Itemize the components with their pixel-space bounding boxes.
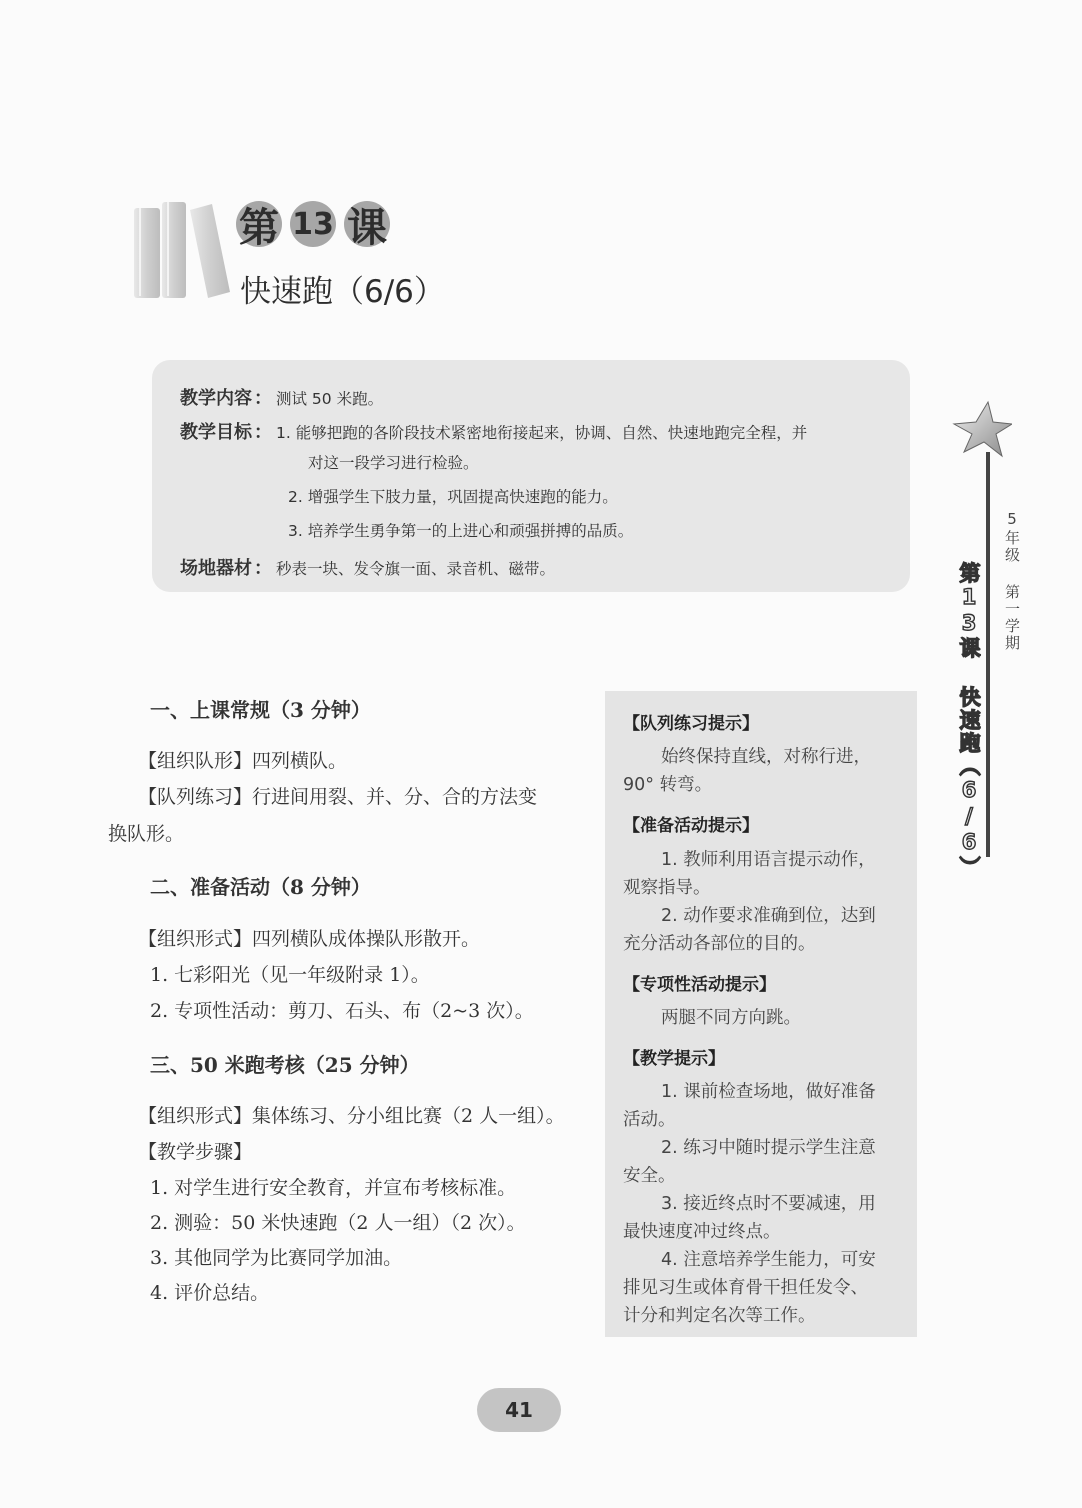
tip-line: 始终保持直线，对称行进， [661,747,871,767]
tip-line: 排见习生或体育骨干担任发令、 [623,1278,868,1298]
paragraph: 3. 其他同学为比赛同学加油。 [150,1247,403,1269]
tip-line: 90° 转弯。 [623,775,713,795]
lesson-title [236,196,390,252]
tip-line: 两腿不同方向跳。 [661,1008,801,1028]
lesson-number: 13 [290,201,336,247]
paragraph: 1. 七彩阳光（见一年级附录 1）。 [150,964,430,986]
paragraph: 换队形。 [108,823,185,845]
side-divider [986,452,990,857]
page-number: 41 [477,1388,561,1432]
tip-heading: 【教学提示】 [623,1049,725,1069]
title-prefix: 第 [236,201,282,247]
section-heading-1: 一、上课常规（3 分钟） [150,698,371,722]
tip-heading: 【准备活动提示】 [623,816,759,836]
content-row [180,384,383,410]
lesson-info-box [152,360,910,592]
tip-line: 安全。 [623,1166,676,1186]
tip-line: 最快速度冲过终点。 [623,1222,781,1242]
tip-line: 1. 课前检查场地，做好准备 [661,1082,876,1102]
paragraph: 2. 测验：50 米快速跑（2 人一组）（2 次）。 [150,1212,526,1234]
tip-heading: 【队列练习提示】 [623,714,759,734]
paragraph: 【组织形式】集体练习、分小组比赛（2 人一组）。 [138,1105,565,1127]
side-lesson-label: 第13课 快速跑（6/6） [957,562,981,879]
equipment-label: 场地器材 [180,558,252,579]
star-icon [950,400,1012,458]
tip-line: 2. 动作要求准确到位，达到 [661,906,876,926]
tip-heading: 【专项性活动提示】 [623,975,776,995]
paragraph: 【组织队形】四列横队。 [138,750,348,772]
goal-1-cont: 对这一段学习进行检验。 [308,454,479,472]
tip-line: 2. 练习中随时提示学生注意 [661,1138,876,1158]
goal-3: 3. 培养学生勇争第一的上进心和顽强拼搏的品质。 [288,522,634,540]
tip-line: 充分活动各部位的目的。 [623,934,816,954]
paragraph: 2. 专项性活动：剪刀、石头、布（2~3 次）。 [150,1000,534,1022]
goal-colon: ： [254,422,272,443]
tip-line: 观察指导。 [623,878,711,898]
lesson-subtitle: 快速跑（6/6） [240,274,445,310]
content-value: 测试 50 米跑。 [276,390,384,408]
goal-row [180,418,807,444]
tip-line: 活动。 [623,1110,676,1130]
tip-line: 1. 教师利用语言提示动作， [661,850,876,870]
side-grade-label: 5年级 第一学期 [1003,510,1021,652]
goal-2: 2. 增强学生下肢力量，巩固提高快速跑的能力。 [288,488,618,506]
paragraph: 4. 评价总结。 [150,1282,270,1304]
equipment-row [180,554,555,580]
content-label: 教学内容 [180,388,252,409]
tip-line: 3. 接近终点时不要减速，用 [661,1194,876,1214]
goal-label: 教学目标 [180,422,252,443]
section-heading-3: 三、50 米跑考核（25 分钟） [150,1053,420,1077]
tip-line: 计分和判定名次等工作。 [623,1306,816,1326]
title-suffix: 课 [344,201,390,247]
goal-1: 1. 能够把跑的各阶段技术紧密地衔接起来，协调、自然、快速地跑完全程，并 [276,424,808,442]
paragraph: 1. 对学生进行安全教育，并宣布考核标准。 [150,1177,517,1199]
tips-panel [605,691,917,1337]
equipment-value: 秒表一块、发令旗一面、录音机、磁带。 [276,560,556,578]
paragraph: 【组织形式】四列横队成体操队形散开。 [138,928,481,950]
paragraph: 【队列练习】行进间用裂、并、分、合的方法变 [138,786,538,808]
books-decoration-icon [132,196,232,300]
tip-line: 4. 注意培养学生能力，可安 [661,1250,876,1270]
section-heading-2: 二、准备活动（8 分钟） [150,875,371,899]
paragraph: 【教学步骤】 [138,1141,253,1163]
equipment-colon: ： [254,558,272,579]
content-colon: ： [254,388,272,409]
